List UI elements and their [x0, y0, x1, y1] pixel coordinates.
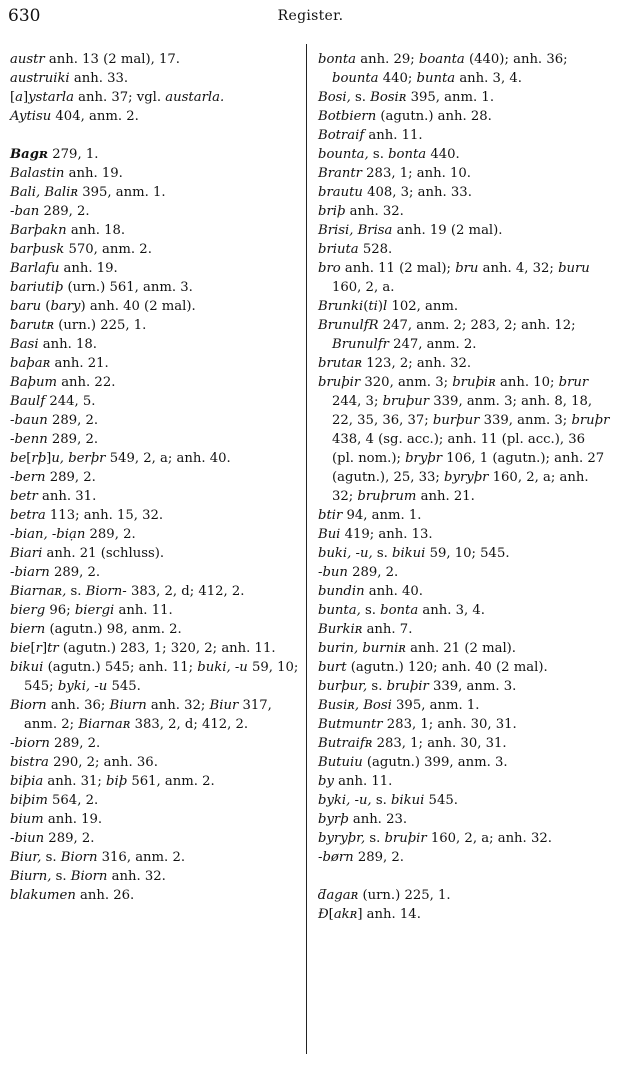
index-entry: byrþ anh. 23. [318, 812, 408, 827]
index-entry: byryþr, s. bruþir 160, 2, a; anh. 32. [318, 831, 552, 846]
index-entry: [a]ystarla anh. 37; vgl. austarla. [10, 90, 225, 105]
index-entry: -biun 289, 2. [10, 831, 95, 846]
index-entry: btir 94, anm. 1. [318, 508, 422, 523]
index-entry: Brisi, Brisa anh. 19 (2 mal). [318, 223, 503, 238]
index-entry: Botraif anh. 11. [318, 128, 423, 143]
index-entry: Barþakn anh. 18. [10, 223, 126, 238]
index-entry: BrunulfR 247, anm. 2; 283, 2; anh. 12; Brunulfr 247, anm. 2. [318, 318, 576, 352]
index-entry: briþ anh. 32. [318, 204, 404, 219]
index-entry: be[rþ]u, berþr 549, 2, a; anh. 40. [10, 451, 231, 466]
index-entry: Burkiʀ anh. 7. [318, 622, 413, 637]
page-header [8, 6, 613, 30]
index-entry: Biurn, s. Biorn anh. 32. [10, 869, 166, 884]
index-entry: austruiki anh. 33. [10, 71, 129, 86]
index-entry: betr anh. 31. [10, 489, 97, 504]
index-entry: blakumen anh. 26. [10, 888, 135, 903]
index-entry: bunta, s. bonta anh. 3, 4. [318, 603, 485, 618]
index-entry: baru (bary) anh. 40 (2 mal). [10, 299, 196, 314]
index-entry: Bali, Baliʀ 395, anm. 1. [10, 185, 166, 200]
running-title: Register. [277, 8, 344, 24]
index-entry: barþusk 570, anm. 2. [10, 242, 152, 257]
index-entry: Biari anh. 21 (schluss). [10, 546, 165, 561]
index-entry: ƀarutʀ (urn.) 225, 1. [10, 318, 147, 333]
index-entry: bikui (agutn.) 545; anh. 11; buki, -u 59, 10; 545; byki, -u 545. [10, 660, 299, 694]
index-entry: burþur, s. bruþir 339, anm. 3. [318, 679, 517, 694]
index-entry: Basi anh. 18. [10, 337, 97, 352]
index-entry: Baþum anh. 22. [10, 375, 116, 390]
index-entry: Bui 419; anh. 13. [318, 527, 433, 542]
index-entry: biþim 564, 2. [10, 793, 99, 808]
section-gap [318, 867, 610, 886]
index-entry: bistra 290, 2; anh. 36. [10, 755, 158, 770]
index-entry: buki, -u, s. bikui 59, 10; 545. [318, 546, 510, 561]
index-entry: -ban 289, 2. [10, 204, 90, 219]
index-entry: bruþir 320, anm. 3; bruþiʀ anh. 10; brur 244, 3; bruþur 339, anm. 3; anh. 8, 18, 22, 35, 36, 37; burþur 339, anm. 3; bruþr 438, 4 (sg. acc.); anh. 11 (pl. acc.), 36 (pl. nom.); bryþr 106, 1 (agutn.); anh. 27 (agutn.), 25, 33; byryþr 160, 2, a; anh. 32; bruþrum anh. 21. [318, 375, 610, 504]
index-entry: -benn 289, 2. [10, 432, 99, 447]
index-entry: biern (agutn.) 98, anm. 2. [10, 622, 182, 637]
index-entry: bundin anh. 40. [318, 584, 423, 599]
index-entry: bie[r]tr (agutn.) 283, 1; 320, 2; anh. 11. [10, 641, 276, 656]
index-entry: -baun 289, 2. [10, 413, 99, 428]
index-entry: baþaʀ anh. 21. [10, 356, 109, 371]
index-entry: Biarnaʀ, s. Biorn- 383, 2, d; 412, 2. [10, 584, 245, 599]
index-entry: burin, burniʀ anh. 21 (2 mal). [318, 641, 516, 656]
index-entry: Biorn anh. 36; Biurn anh. 32; Biur 317, anm. 2; Biarnaʀ 383, 2, d; 412, 2. [10, 698, 272, 732]
index-entry: biþia anh. 31; biþ 561, anm. 2. [10, 774, 215, 789]
index-entry: bounta, s. bonta 440. [318, 147, 460, 162]
index-entry: Bosi, s. Bosiʀ 395, anm. 1. [318, 90, 495, 105]
index-entry: brautu 408, 3; anh. 33. [318, 185, 472, 200]
index-entry: Brunki(ti)l 102, anm. [318, 299, 459, 314]
index-entry: -biorn 289, 2. [10, 736, 101, 751]
index-entry: Butuiu (agutn.) 399, anm. 3. [318, 755, 508, 770]
section-gap [10, 126, 302, 145]
index-entry: Botbiern (agutn.) anh. 28. [318, 109, 492, 124]
index-entry: byki, -u, s. bikui 545. [318, 793, 458, 808]
index-entry: betra 113; anh. 15, 32. [10, 508, 164, 523]
index-entry: Butraifʀ 283, 1; anh. 30, 31. [318, 736, 507, 751]
index-entry: by anh. 11. [318, 774, 393, 789]
index-entry: Butmuntr 283, 1; anh. 30, 31. [318, 717, 517, 732]
index-entry: bariutiþ (urn.) 561, anm. 3. [10, 280, 193, 295]
index-column-left [10, 50, 302, 905]
index-entry: -børn 289, 2. [318, 850, 404, 865]
index-entry: Biur, s. Biorn 316, anm. 2. [10, 850, 186, 865]
index-entry: ƌagaʀ (urn.) 225, 1. [318, 888, 451, 903]
index-entry: bierg 96; biergi anh. 11. [10, 603, 173, 618]
index-entry: burt (agutn.) 120; anh. 40 (2 mal). [318, 660, 548, 675]
column-divider [306, 44, 307, 1054]
page-number: 630 [8, 6, 41, 26]
index-entry: Aytisu 404, anm. 2. [10, 109, 139, 124]
index-entry: Balastin anh. 19. [10, 166, 123, 181]
index-entry: Barlafu anh. 19. [10, 261, 118, 276]
index-entry: bium anh. 19. [10, 812, 103, 827]
index-entry: -bian, -biạn 289, 2. [10, 527, 136, 542]
index-entry: austr anh. 13 (2 mal), 17. [10, 52, 180, 67]
index-column-right [318, 50, 610, 924]
index-entry: briuta 528. [318, 242, 393, 257]
index-entry: Brantr 283, 1; anh. 10. [318, 166, 471, 181]
index-entry: Bagʀ 279, 1. [10, 147, 99, 162]
index-entry: -bern 289, 2. [10, 470, 96, 485]
index-entry: brutaʀ 123, 2; anh. 32. [318, 356, 472, 371]
index-entry: Baulf 244, 5. [10, 394, 96, 409]
index-entry: -biarn 289, 2. [10, 565, 101, 580]
index-entry: bonta anh. 29; boanta (440); anh. 36; bounta 440; bunta anh. 3, 4. [318, 52, 568, 86]
index-entry: Đ[akʀ] anh. 14. [318, 907, 421, 922]
index-entry: bro anh. 11 (2 mal); bru anh. 4, 32; buru 160, 2, a. [318, 261, 590, 295]
index-entry: -bun 289, 2. [318, 565, 399, 580]
index-entry: Busiʀ, Bosi 395, anm. 1. [318, 698, 480, 713]
